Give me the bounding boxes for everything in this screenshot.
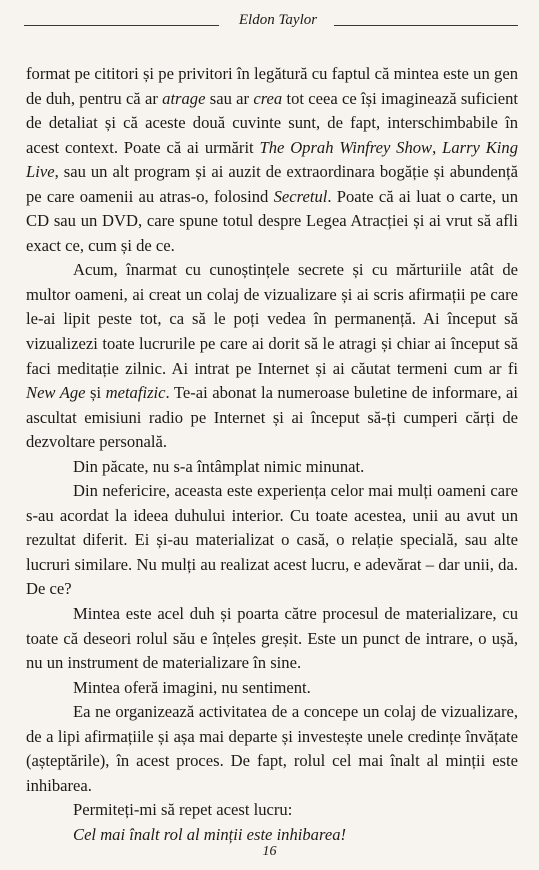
text-run: , sau un alt program și ai auzit de extraordinara bogăție și abundență pe care oamenii au atras-o, folosind bbox=[26, 162, 518, 206]
italic-text: The Oprah Winfrey Show bbox=[259, 137, 433, 157]
header-rule-right bbox=[334, 25, 518, 26]
paragraph bbox=[26, 700, 518, 798]
text-run: Ea ne organizează activitatea de a concepe un colaj de vizualizare, de a lipi afirmațiile și așa mai departe și investește unele credințe învățate (așteptările), în acest proces. De fapt, rolul cel mai înalt al minții este inhibarea. bbox=[26, 702, 518, 795]
text-run: Mintea oferă imagini, nu sentiment. bbox=[73, 677, 311, 697]
italic-text: crea bbox=[253, 88, 283, 108]
header-author: Eldon Taylor bbox=[238, 12, 318, 28]
italic-text: Larry King Live bbox=[26, 137, 518, 182]
paragraph bbox=[26, 62, 518, 258]
text-run: Mintea este acel duh și poarta către procesul de materializare, cu toate că deseori rolul său e înțeles greșit. Este un punct de intrare, o ușă, nu un instrument de materializare în sine. bbox=[26, 604, 518, 673]
paragraph bbox=[26, 602, 518, 676]
text-run: Acum, înarmat cu cunoștințele secrete și cu mărturiile atât de multor oameni, ai creat un colaj de vizualizare și ai scris afirmații pe care le-ai lipit peste tot, ca să le poți vedea în permanență. Ai început să vizualizezi toate lucrurile pe care ai dorit să le atragi și chiar ai început să faci meditație zilnic. Ai intrat pe Internet și ai căutat termeni cum ar fi bbox=[26, 260, 518, 378]
text-run: tot ceea ce își imaginează suficient de detaliat și că aceste două cuvinte sunt, de fapt, interschimbabile în acest context. Poate că ai urmărit bbox=[26, 88, 518, 157]
text-run: , bbox=[432, 137, 443, 157]
paragraph bbox=[26, 676, 518, 701]
paragraph bbox=[26, 455, 518, 480]
paragraph bbox=[26, 258, 518, 454]
text-run: format pe cititori și pe privitori în legătură cu faptul că mintea este un gen de duh, pentru că ar bbox=[26, 64, 518, 108]
text-run: sau ar bbox=[205, 88, 254, 108]
text-run: . Te-ai abonat la numeroase buletine de informare, ai ascultat emisiuni radio pe Internet și ai început să-ți cumperi cărți de dezvoltare personală. bbox=[26, 383, 518, 452]
text-run: Din nefericire, aceasta este experiența celor mai mulți oameni care s-au acordat la ideea duhului interior. Cu toate acestea, unii au avut un rezultat diferit. Ei și-au materializat o casă, o relație specială, sau alte lucruri similare. Nu mulți au realizat acest lucru, e adevărat – dar unii, da. De ce? bbox=[26, 481, 518, 599]
text-run: și bbox=[85, 383, 106, 403]
page-number: 16 bbox=[262, 844, 277, 859]
paragraph bbox=[26, 798, 518, 823]
text-run: . Poate că ai luat o carte, un CD sau un DVD, care spune totul despre Legea Atracției și ai vrut să afli exact ce, cum și de ce. bbox=[26, 186, 518, 255]
italic-text: New Age bbox=[26, 383, 86, 403]
header-rule-left bbox=[24, 25, 219, 26]
italic-text: atrage bbox=[162, 88, 206, 108]
italic-text: Secretul bbox=[273, 186, 328, 206]
text-run: Cel mai înalt rol al minții este inhibarea! bbox=[73, 824, 347, 844]
text-run: Din păcate, nu s-a întâmplat nimic minunat. bbox=[73, 456, 365, 476]
body-text bbox=[26, 62, 518, 848]
italic-text: metafizic bbox=[105, 383, 166, 403]
running-header bbox=[24, 10, 518, 34]
text-run: Permiteți-mi să repet acest lucru: bbox=[73, 800, 293, 820]
paragraph bbox=[26, 479, 518, 602]
